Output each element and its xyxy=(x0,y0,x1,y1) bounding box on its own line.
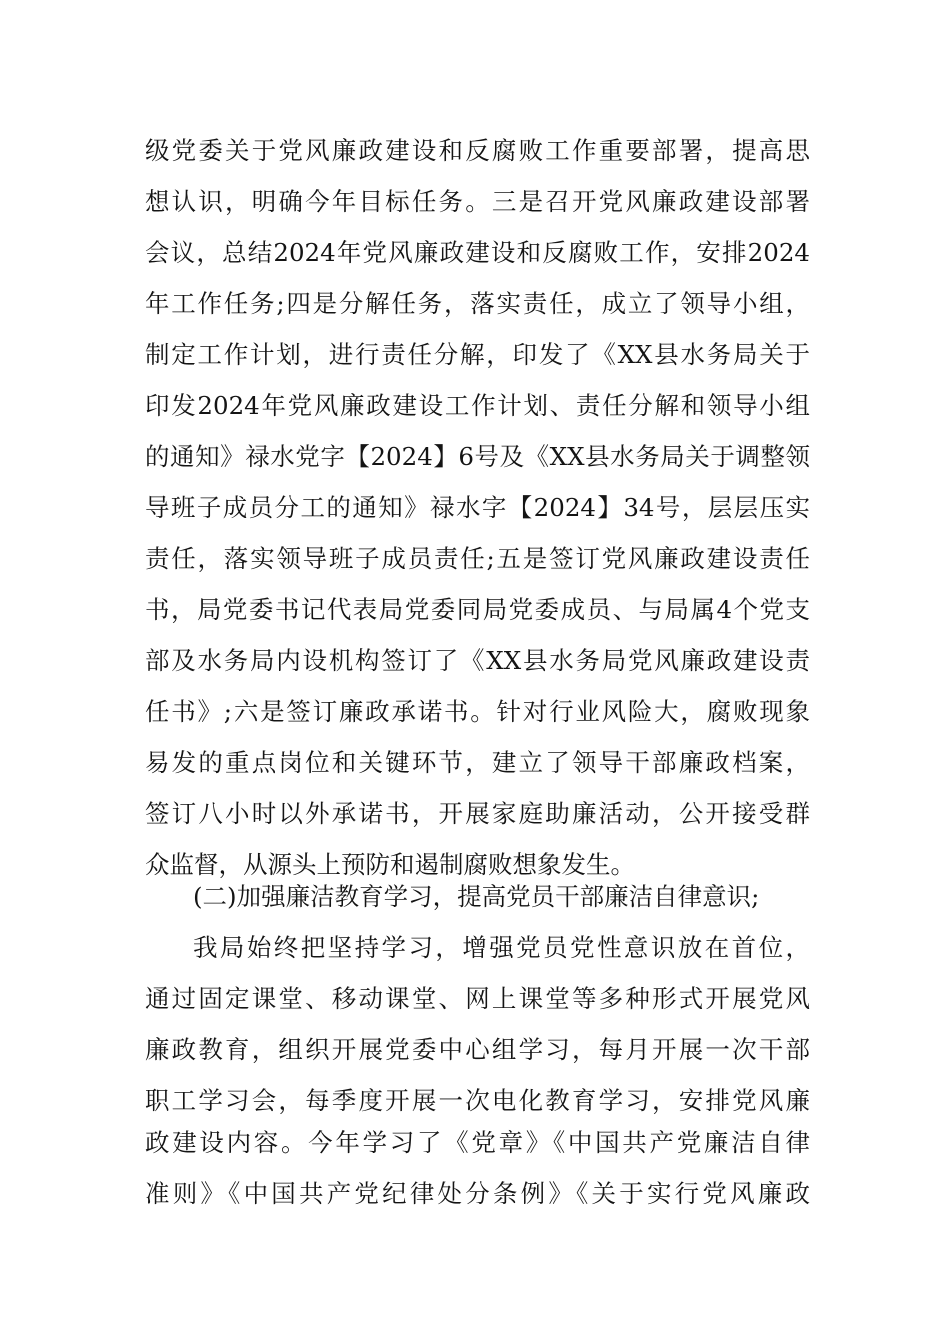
text-line: 职工学习会，每季度开展一次电化教育学习，安排党风廉 xyxy=(145,1086,810,1115)
text-line: 准则》《中国共产党纪律处分条例》《关于实行党风廉政 xyxy=(145,1179,810,1208)
text-line: 导班子成员分工的通知》禄水字【2024】34号，层层压实 xyxy=(145,493,810,522)
text-line: 书，局党委书记代表局党委同局党委成员、与局属4个党支 xyxy=(145,595,810,624)
text-line: 签订八小时以外承诺书，开展家庭助廉活动，公开接受群 xyxy=(145,799,810,828)
text-line: 年工作任务;四是分解任务，落实责任，成立了领导小组， xyxy=(145,289,810,318)
text-line: 部及水务局内设机构签订了《XX县水务局党风廉政建设责 xyxy=(145,646,810,675)
text-line: 政建设内容。今年学习了《党章》《中国共产党廉洁自律 xyxy=(145,1128,810,1157)
text-line: 责任，落实领导班子成员责任;五是签订党风廉政建设责任 xyxy=(145,544,810,573)
text-line: 会议，总结2024年党风廉政建设和反腐败工作，安排2024 xyxy=(145,238,810,267)
text-line: 任书》;六是签订廉政承诺书。针对行业风险大，腐败现象 xyxy=(145,697,810,726)
text-line: 易发的重点岗位和关键环节，建立了领导干部廉政档案， xyxy=(145,748,810,777)
section-heading: (二)加强廉洁教育学习，提高党员干部廉洁自律意识; xyxy=(193,882,760,911)
text-line: 印发2024年党风廉政建设工作计划、责任分解和领导小组 xyxy=(145,391,810,420)
text-line: 通过固定课堂、移动课堂、网上课堂等多种形式开展党风 xyxy=(145,984,810,1013)
paragraph-first-line: 我局始终把坚持学习，增强党员党性意识放在首位， xyxy=(193,933,810,962)
text-line: 想认识，明确今年目标任务。三是召开党风廉政建设部署 xyxy=(145,187,810,216)
text-line: 的通知》禄水党字【2024】6号及《XX县水务局关于调整领 xyxy=(145,442,810,471)
text-line: 制定工作计划，进行责任分解，印发了《XX县水务局关于 xyxy=(145,340,810,369)
text-line: 级党委关于党风廉政建设和反腐败工作重要部署，提高思 xyxy=(145,136,810,165)
text-line: 廉政教育，组织开展党委中心组学习，每月开展一次干部 xyxy=(145,1035,810,1064)
paragraph-last-line: 众监督，从源头上预防和遏制腐败想象发生。 xyxy=(145,850,635,879)
